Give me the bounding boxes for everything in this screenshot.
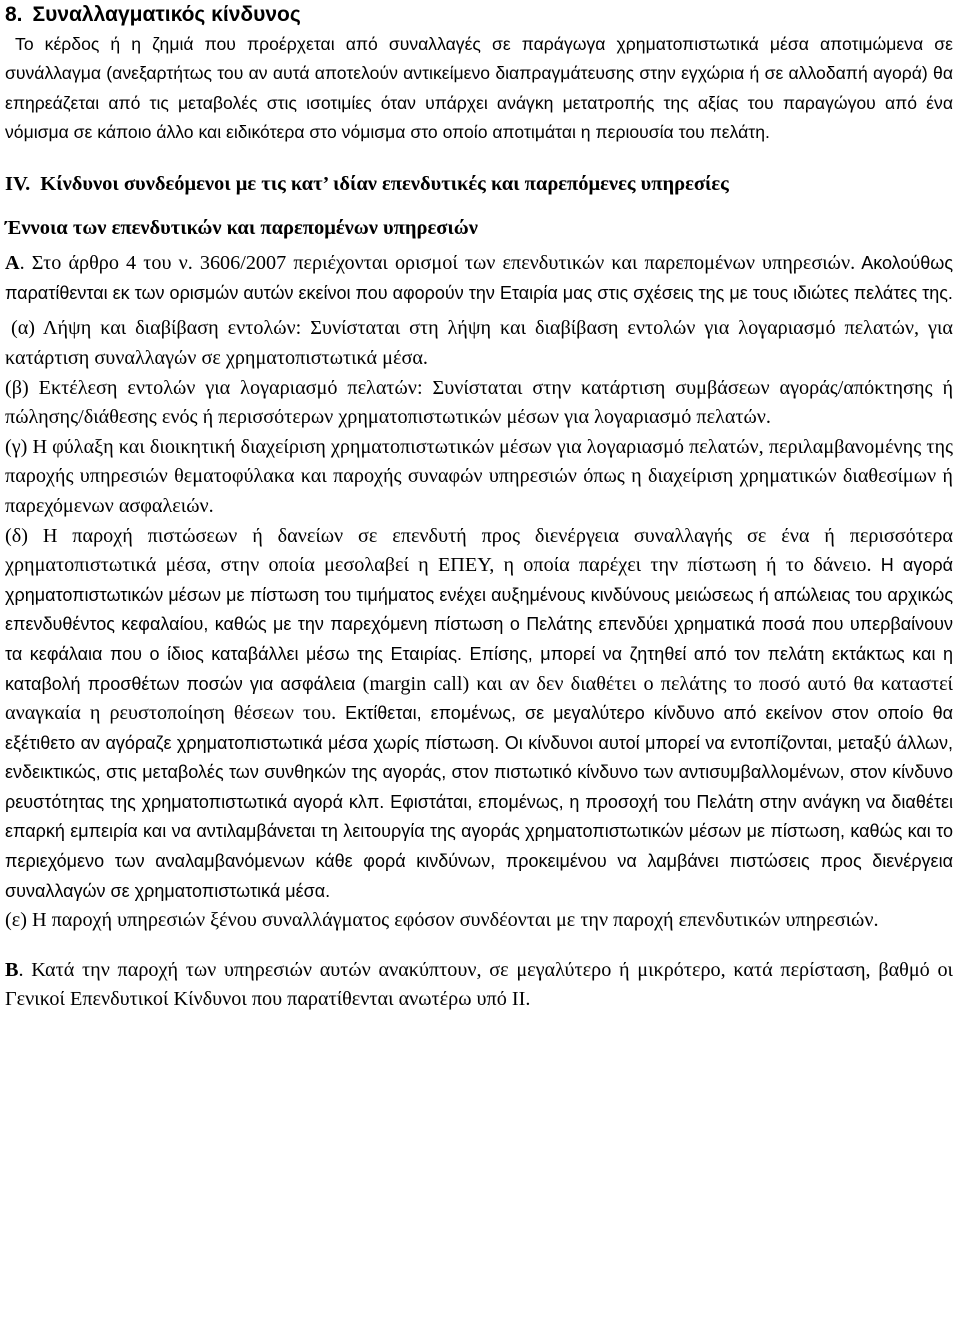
item-d-serif-part: (δ) Η παροχή πιστώσεων ή δανείων σε επενδυτή προς διενέργεια συναλλαγής σε ένα ή περισσότερα χρηματοπιστωτικά μέσα, στην οποία μεσολαβεί η ΕΠΕΥ, η οποία παρέχει την πίστωση ή το δάνειο.	[5, 524, 953, 577]
section-8-title: Συναλλαγματικός κίνδυνος	[32, 3, 301, 26]
section-iv-title: Κίνδυνοι συνδεόμενοι με τις κατ’ ιδίαν επενδυτικές και παρεπόμενες υπηρεσίες	[40, 173, 729, 196]
section-8-paragraph: Το κέρδος ή η ζημιά που προέρχεται από συναλλαγές σε παράγωγα χρηματοπιστωτικά μέσα αποτιμώμενα σε συνάλλαγμα (ανεξαρτήτως του αν αυτά αποτελούν αντικείμενο διαπραγμάτευσης στην εγχώρια ή σε αλλοδαπή αγορά) θα επηρεάζεται από τις μεταβολές στις ισοτιμίες όταν υπάρχει ανάγκη μετατροπής της αξίας του παραγώγου από ένα νόμισμα σε κάποιο άλλο και ειδικότερα στο νόμισμα στο οποίο αποτιμάται η περιουσία του πελάτη.	[5, 34, 953, 142]
item-d-serif-part-2: (margin call) και αν δεν διαθέτει ο πελάτης το ποσό αυτό θα καταστεί αναγκαία η ρευστοποίηση θέσεων του.	[5, 672, 953, 725]
spacer	[5, 147, 953, 169]
item-d-sans-part-1: Η αγορά χρηματοπιστωτικών μέσων με πίστωση του τιμήματος ενέχει αυξημένους κινδύνους μειώσεως ή απώλειας του αρχικώς επενδυθέντος κεφαλαίου, καθώς με την παρεχόμενη πίστωση ο Πελάτης επενδύει χρηματικά ποσά που υπερβαίνουν τα κεφάλαια που ο ίδιος καταβάλλει μέσω της Εταιρίας. Επίσης, μπορεί να ζητηθεί από τον πελάτη εκτάκτως και η καταβολή προσθέτων ποσών για ασφάλεια	[5, 555, 953, 694]
section-8-number: 8.	[5, 3, 23, 26]
part-b-letter: Β	[5, 958, 19, 981]
item-e: (ε) Η παροχή υπηρεσιών ξένου συναλλάγματος εφόσον συνδέονται με την παροχή επενδυτικών υπηρεσιών.	[5, 909, 879, 932]
part-b-paragraph	[5, 956, 953, 1015]
section-iv-heading	[5, 169, 953, 199]
section-8-heading	[5, 0, 953, 30]
item-d-sans-part-2: Εκτίθεται, επομένως, σε μεγαλύτερο κίνδυνο από εκείνον στον οποίο θα εξέτιθετο αν αγόραζε χρηματοπιστωτικά μέσα χωρίς πίστωση. Οι κίνδυνοι αυτοί μπορεί να εντοπίζονται, μεταξύ άλλων, ενδεικτικώς, στις μεταβολές των συνθηκών της αγοράς, στον πιστωτικό κίνδυνο των αντισυμβαλλομένων, στον κίνδυνο ρευστότητας της χρηματοπιστωτικά αγορά κλπ. Εφιστάται, επομένως, η προσοχή του Πελάτη στην ανάγκη να διαθέτει επαρκή εμπειρία και να αντιλαμβάνεται τη λειτουργία της αγοράς χρηματοπιστωτικών μέσων με πίστωση, καθώς και το περιεχόμενο των αναλαμβανόμενων κάθε φορά κινδύνων, προκειμένου να λαμβάνει πιστώσεις προς διενέργεια συναλλαγών σε χρηματοπιστωτικά μέσα.	[5, 703, 953, 901]
spacer	[5, 199, 953, 213]
spacer	[5, 936, 953, 956]
services-subheading: Έννοια των επενδυτικών και παρεπομένων υπηρεσιών	[5, 217, 478, 240]
part-a-paragraph	[5, 249, 953, 308]
part-a-letter: Α	[5, 252, 20, 275]
part-a-serif-text: . Στο άρθρο 4 του ν. 3606/2007 περιέχονται ορισμοί των επενδυτικών και παρεπομένων υπηρεσιών.	[19, 252, 856, 275]
item-b: (β) Εκτέλεση εντολών για λογαριασμό πελατών: Συνίσταται στην κατάρτιση συμβάσεων αγοράς/απόκτησης ή πώλησης/διάθεσης ενός ή περισσότερων χρηματοπιστωτικών μέσων για λογαριασμό πελατών.	[5, 376, 953, 429]
document-page	[5, 0, 953, 1015]
item-a: (α) Λήψη και διαβίβαση εντολών: Συνίσταται στη λήψη και διαβίβαση εντολών για λογαριασμό πελατών, για κατάρτιση συναλλαγών σε χρηματοπιστωτικά μέσα.	[5, 317, 953, 369]
item-d	[5, 522, 953, 907]
part-b-text: . Κατά την παροχή των υπηρεσιών αυτών ανακύπτουν, σε μεγαλύτερο ή μικρότερο, κατά περίσταση, βαθμό οι Γενικοί Επενδυτικοί Κίνδυνοι που παρατίθενται ανωτέρω υπό ΙΙ.	[5, 958, 953, 1011]
item-c: (γ) Η φύλαξη και διοικητική διαχείριση χρηματοπιστωτικών μέσων για λογαριασμό πελατών, περιλαμβανομένης της παροχής υπηρεσιών θεματοφύλακα και παροχής συναφών υπηρεσιών όπως η διαχείριση χρηματικών διαθεσίμων ή παρεχόμενων ασφαλειών.	[5, 435, 953, 517]
part-a-sans-text: Ακολούθως παρατίθενται εκ των ορισμών αυτών εκείνοι που αφορούν την Εταιρία μας στις σχέσεις της με τους ιδιώτες πελάτες της.	[5, 253, 953, 303]
section-iv-number: IV.	[5, 173, 31, 196]
